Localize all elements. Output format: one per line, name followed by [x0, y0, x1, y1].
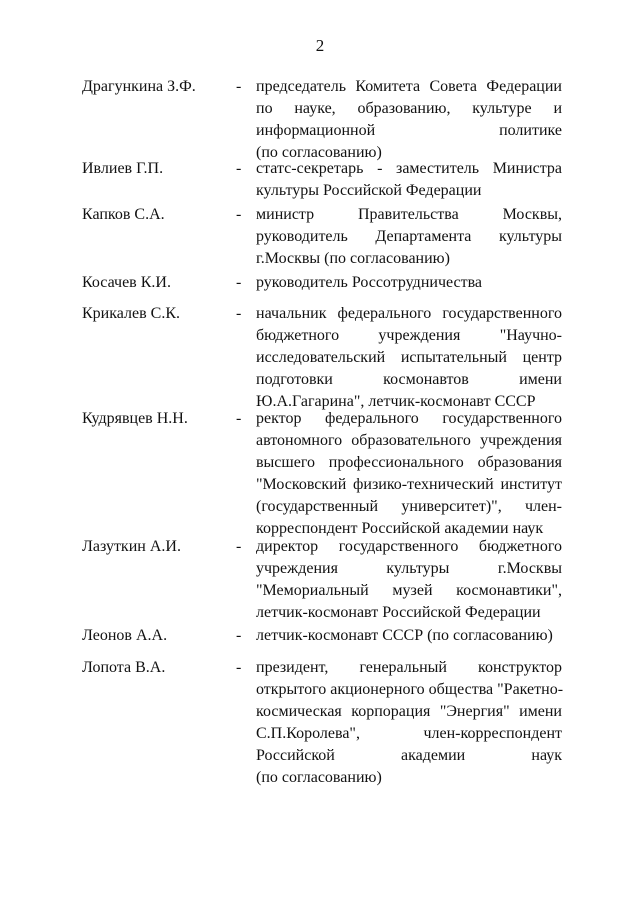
member-name: Крикалев С.К.: [82, 305, 180, 322]
description-line: учреждения культуры г.Москвы: [256, 560, 562, 577]
description-line: Российской академии наук: [256, 747, 562, 764]
description-line: исследовательский испытательный центр: [256, 349, 562, 366]
description-line: летчик-космонавт СССР (по согласованию): [256, 627, 553, 644]
separator-dash: -: [236, 274, 242, 291]
separator-dash: -: [236, 78, 242, 95]
description-line: автономного образовательного учреждения: [256, 432, 562, 449]
description-line: бюджетного учреждения "Научно-: [256, 327, 562, 344]
description-line: (по согласованию): [256, 769, 382, 786]
separator-dash: -: [236, 206, 242, 223]
description-line: культуры Российской Федерации: [256, 182, 482, 199]
member-description: [256, 625, 562, 647]
member-description: [256, 657, 562, 789]
description-line: г.Москвы (по согласованию): [256, 250, 450, 267]
description-line: "Московский физико-технический институт: [256, 476, 562, 493]
page-number: 2: [315, 36, 325, 55]
member-name: Лопота В.А.: [82, 659, 166, 676]
description-line: ректор федерального государственного: [256, 410, 562, 427]
member-description: [256, 408, 562, 540]
description-line: президент, генеральный конструктор: [256, 659, 562, 676]
member-description: [256, 303, 562, 413]
separator-dash: -: [236, 305, 242, 322]
description-line: информационной политике: [256, 122, 562, 139]
description-line: директор государственного бюджетного: [256, 538, 562, 555]
description-line: руководитель Департамента культуры: [256, 228, 562, 245]
separator-dash: -: [236, 627, 242, 644]
member-name: Капков С.А.: [82, 206, 165, 223]
description-line: по науке, образованию, культуре и: [256, 100, 562, 117]
description-line: председатель Комитета Совета Федерации: [256, 78, 562, 95]
member-name: Ивлиев Г.П.: [82, 160, 164, 177]
description-line: (по согласованию): [256, 144, 382, 161]
separator-dash: -: [236, 538, 242, 555]
description-line: подготовки космонавтов имени: [256, 371, 562, 388]
description-line: министр Правительства Москвы,: [256, 206, 562, 223]
description-line: руководитель Россотрудничества: [256, 274, 483, 291]
member-name: Кудрявцев Н.Н.: [82, 410, 188, 427]
description-line: высшего профессионального образования: [256, 454, 562, 471]
description-line: начальник федерального государственного: [256, 305, 562, 322]
separator-dash: -: [236, 160, 242, 177]
member-description: [256, 536, 562, 624]
member-name: Драгункина З.Ф.: [82, 78, 196, 95]
description-line: Ю.А.Гагарина", летчик-космонавт СССР: [256, 393, 536, 410]
separator-dash: -: [236, 659, 242, 676]
member-name: Лазуткин А.И.: [82, 538, 181, 555]
member-description: [256, 76, 562, 164]
description-line: "Мемориальный музей космонавтики",: [256, 582, 562, 599]
separator-dash: -: [236, 410, 242, 427]
member-description: [256, 204, 562, 270]
description-line: С.П.Королева", член-корреспондент: [256, 725, 562, 742]
description-line: корреспондент Российской академии наук: [256, 520, 544, 537]
member-description: [256, 272, 562, 294]
description-line: (государственный университет)", член-: [256, 498, 562, 515]
description-line: космическая корпорация "Энергия" имени: [256, 703, 562, 720]
description-line: открытого акционерного общества "Ракетно-: [256, 681, 564, 698]
member-name: Косачев К.И.: [82, 274, 171, 291]
member-description: [256, 158, 562, 202]
member-name: Леонов А.А.: [82, 627, 168, 644]
description-line: статс-секретарь - заместитель Министра: [256, 160, 562, 177]
description-line: летчик-космонавт Российской Федерации: [256, 604, 541, 621]
